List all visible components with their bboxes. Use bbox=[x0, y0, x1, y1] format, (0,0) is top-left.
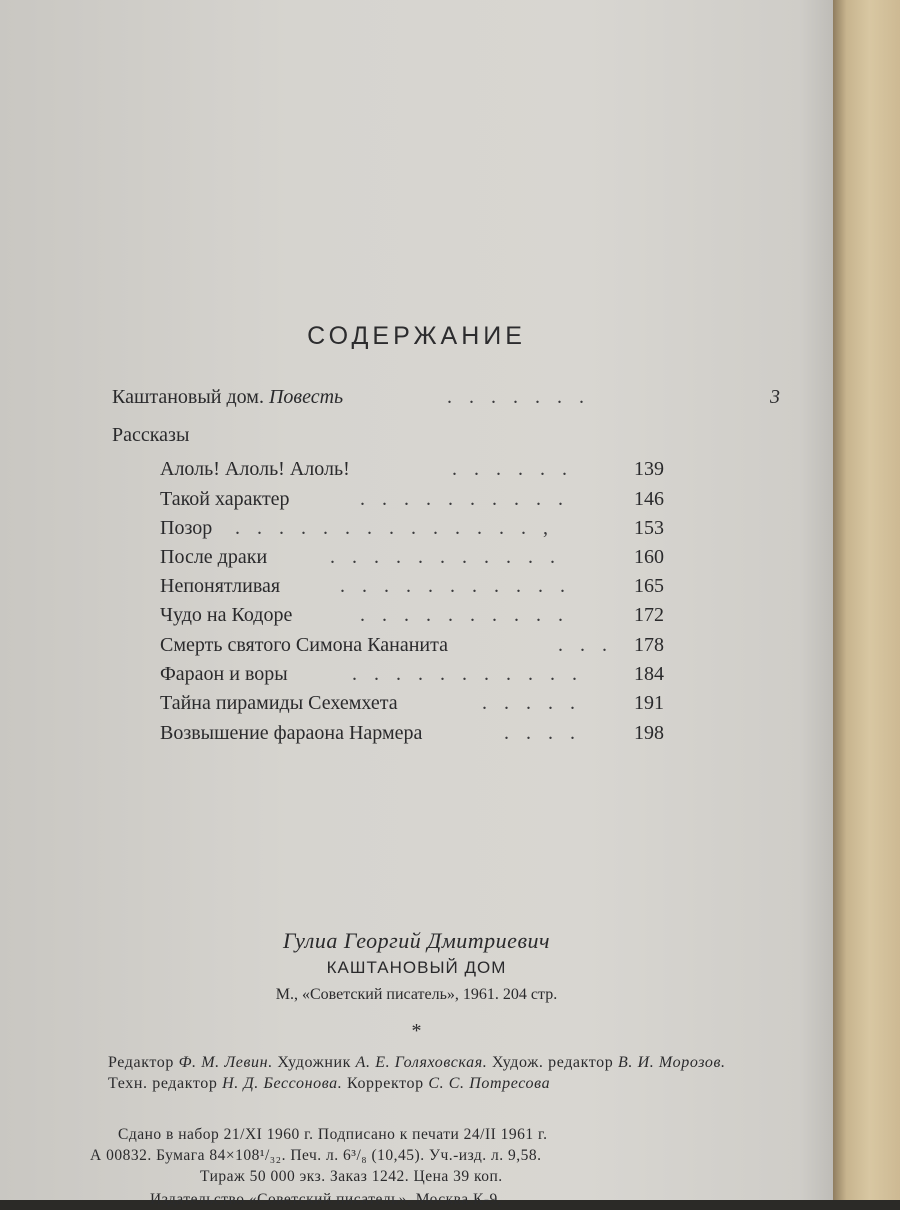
imprint-tech-line: Сдано в набор 21/XI 1960 г. Подписано к печати 24/II 1961 г. bbox=[118, 1126, 548, 1143]
toc-page-number: 198 bbox=[634, 722, 664, 744]
toc-entry bbox=[160, 718, 670, 748]
tech-editor-name: Н. Д. Бессонова. bbox=[222, 1075, 343, 1092]
art-editor-name: В. И. Морозов. bbox=[618, 1054, 726, 1071]
toc-entry bbox=[160, 630, 670, 660]
leader-dots: . . . . bbox=[504, 722, 581, 744]
imprint-tech-line: Издательство «Советский писатель», Москва К-9, bbox=[150, 1191, 503, 1208]
leader-dots: . . . . . . . . . . bbox=[360, 488, 569, 510]
toc-entry-title: Позор bbox=[160, 517, 213, 539]
imprint-separator: * bbox=[411, 1020, 422, 1042]
artist-label: Художник bbox=[277, 1054, 352, 1071]
toc-page-number: 191 bbox=[634, 692, 664, 714]
toc-entry-title: Фараон и воры bbox=[160, 663, 288, 685]
toc-entry-title: После драки bbox=[160, 546, 268, 568]
imprint-tech-line: Тираж 50 000 экз. Заказ 1242. Цена 39 коп. bbox=[200, 1168, 503, 1185]
toc-page-number: 153 bbox=[634, 517, 664, 539]
editor-name: Ф. М. Левин. bbox=[178, 1054, 273, 1071]
adjacent-page-edge bbox=[833, 0, 900, 1200]
leader-dots: . . . . . . . . . . . bbox=[340, 575, 571, 597]
imprint-publisher-line: М., «Советский писатель», 1961. 204 стр. bbox=[275, 986, 558, 1003]
toc-entry-title: Непонятливая bbox=[160, 575, 281, 597]
toc-entry-title: Алоль! Алоль! Алоль! bbox=[160, 458, 350, 480]
toc-entry bbox=[160, 600, 670, 630]
toc-entry bbox=[160, 484, 670, 514]
toc-page-number: 172 bbox=[634, 604, 664, 626]
leader-dots: . . . . . bbox=[482, 692, 581, 714]
imprint-tech-line: А 00832. Бумага 84×108¹/₃₂. Печ. л. 6³/₈ (10,45). Уч.-изд. л. 9,58. bbox=[90, 1147, 542, 1164]
toc-page-number: 3 bbox=[770, 386, 780, 408]
leader-dots: . . . . . . . bbox=[447, 386, 590, 408]
leader-dots: . . . . . . . . . . . . . . , bbox=[235, 517, 554, 539]
toc-entry-title: Смерть святого Симона Кананита bbox=[160, 634, 448, 656]
toc-entry bbox=[160, 454, 670, 484]
editor-label: Редактор bbox=[108, 1054, 174, 1071]
contents-heading: СОДЕРЖАНИЕ bbox=[307, 322, 526, 350]
toc-entry-title: Чудо на Кодоре bbox=[160, 604, 293, 626]
toc-entry bbox=[160, 513, 670, 543]
toc-entry bbox=[160, 659, 670, 689]
section-label: Рассказы bbox=[112, 424, 190, 446]
toc-entry bbox=[160, 542, 670, 572]
imprint-credits bbox=[108, 1052, 728, 1094]
toc-entry-title: Такой характер bbox=[160, 488, 290, 510]
toc-entry bbox=[160, 571, 670, 601]
toc-page-number: 160 bbox=[634, 546, 664, 568]
leader-dots: . . . . . . bbox=[452, 458, 573, 480]
toc-entry-title: Тайна пирамиды Сехемхета bbox=[160, 692, 398, 714]
toc-entry-title-wrap bbox=[112, 382, 343, 412]
imprint-author: Гулиа Георгий Дмитриевич bbox=[283, 928, 550, 953]
toc-page-number: 146 bbox=[634, 488, 664, 510]
artist-name: А. Е. Голяховская. bbox=[355, 1054, 488, 1071]
toc-entry-title: Каштановый дом. bbox=[112, 386, 264, 408]
leader-dots: . . . . . . . . . . . bbox=[352, 663, 583, 685]
leader-dots: . . . bbox=[558, 634, 613, 656]
toc-page-number: 165 bbox=[634, 575, 664, 597]
proofreader-name: С. С. Потресова bbox=[428, 1075, 551, 1092]
art-editor-label: Худож. редактор bbox=[491, 1054, 614, 1071]
toc-entry bbox=[160, 688, 670, 718]
tech-editor-label: Техн. редактор bbox=[108, 1075, 218, 1092]
proofreader-label: Корректор bbox=[346, 1075, 424, 1092]
leader-dots: . . . . . . . . . . bbox=[360, 604, 569, 626]
imprint-title: КАШТАНОВЫЙ ДОМ bbox=[326, 958, 507, 977]
leader-dots: . . . . . . . . . . . bbox=[330, 546, 561, 568]
toc-page-number: 184 bbox=[634, 663, 664, 685]
toc-page-number: 178 bbox=[634, 634, 664, 656]
toc-page-number: 139 bbox=[634, 458, 664, 480]
toc-entry-genre: Повесть bbox=[268, 386, 344, 408]
toc-entry-main bbox=[112, 382, 780, 412]
toc-entry-title: Возвышение фараона Нармера bbox=[160, 722, 423, 744]
